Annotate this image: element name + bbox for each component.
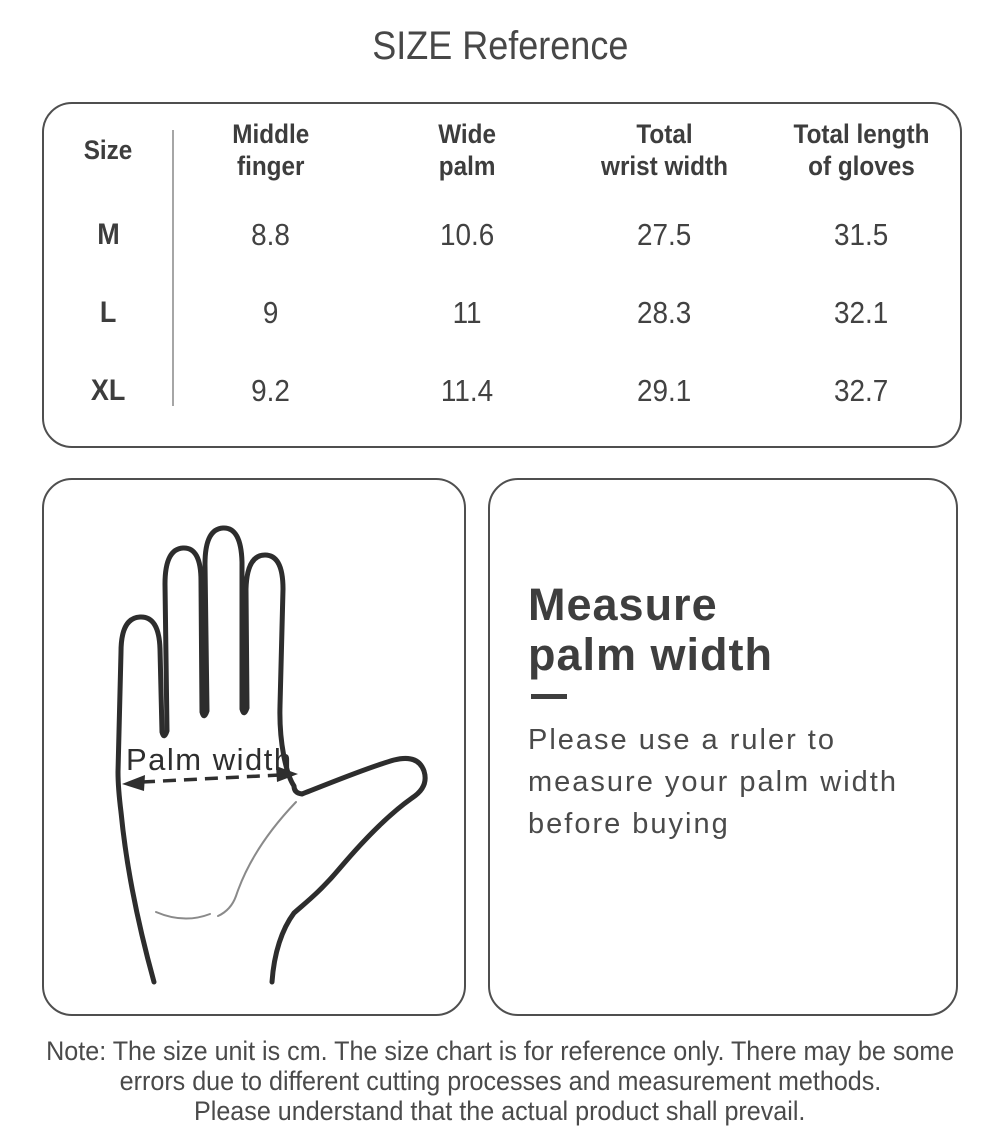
palm-diagram-panel [42,478,466,1016]
cell-m-middle-finger: 8.8 [251,217,290,252]
cell-xl-total-length: 32.7 [834,373,889,408]
page-title [0,24,1000,69]
measure-body-line3: before buying [528,808,730,840]
size-table-grid [44,104,960,446]
measure-body-text [528,719,956,845]
header-cell-wide-palm: Wide palm [438,119,497,181]
size-table [42,102,962,448]
cell-xl-wide-palm: 11.4 [441,373,494,408]
cell-m-total-wrist-width: 27.5 [637,217,692,252]
thumb-crease-line [218,802,296,916]
measure-heading-line1: Measure [528,579,718,630]
cell-xl-middle-finger: 9.2 [251,373,290,408]
cell-l-total-length: 32.1 [834,295,889,330]
header-cell-size: Size [83,135,133,165]
footnote [0,1036,1000,1126]
measure-heading-line2: palm width [528,629,773,680]
palm-width-label: Palm width [126,742,293,777]
hand-outline-icon [44,480,464,1014]
footnote-line3: Please understand that the actual product shall prevail. [194,1096,806,1126]
cell-m-wide-palm: 10.6 [440,217,495,252]
measure-body-line1: Please use a ruler to [528,724,836,756]
cell-l-wide-palm: 11 [453,295,482,330]
measure-body-line2: measure your palm width [528,766,898,798]
row-label-m: M [96,218,120,251]
footnote-line1: Note: The size unit is cm. The size chart is for reference only. There may be some [45,1036,955,1066]
footnote-line2: errors due to different cutting processes and measurement methods. [119,1066,881,1096]
header-cell-total-length: Total length of gloves [793,119,930,181]
measure-panel [488,478,958,1016]
page-title-text: SIZE Reference [371,24,629,68]
header-cell-total-wrist-width: Total wrist width [601,119,728,181]
measure-heading [528,580,956,680]
cell-l-middle-finger: 9 [262,295,279,330]
row-label-xl: XL [90,374,126,407]
accent-dash [531,694,567,699]
cell-xl-total-wrist-width: 29.1 [637,373,692,408]
row-label-l: L [99,296,117,329]
cell-l-total-wrist-width: 28.3 [637,295,692,330]
header-cell-middle-finger: Middle finger [232,119,309,181]
wrist-crease-line [156,912,210,919]
cell-m-total-length: 31.5 [834,217,889,252]
